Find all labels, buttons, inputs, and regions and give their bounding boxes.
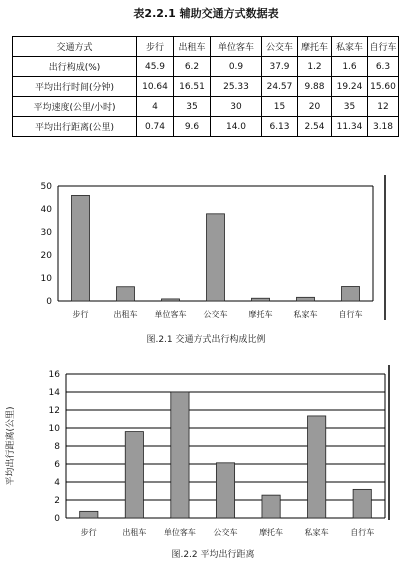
x-tick-label: 摩托车 — [248, 310, 273, 319]
table-cell: 19.24 — [332, 77, 368, 97]
y-tick-label: 50 — [40, 182, 52, 192]
x-tick-label: 单位客车 — [163, 528, 196, 537]
x-tick-label: 自行车 — [338, 310, 363, 319]
y-tick-label: 30 — [40, 228, 52, 238]
table-cell: 15 — [262, 97, 298, 117]
table-cell: 6.13 — [262, 117, 298, 137]
table-cell: 30 — [211, 97, 262, 117]
x-tick-label: 出租车 — [113, 310, 138, 319]
bar — [72, 195, 90, 301]
bar — [162, 299, 180, 301]
x-tick-label: 单位客车 — [154, 310, 187, 319]
table-cell: 6.2 — [174, 57, 211, 77]
table-header-row — [13, 37, 399, 57]
x-tick-label: 自行车 — [350, 528, 375, 537]
table-cell: 14.0 — [211, 117, 262, 137]
y-tick-label: 0 — [54, 514, 60, 524]
bar — [252, 298, 270, 301]
chart-travel-mode-share — [0, 175, 412, 365]
table-cell: 16.51 — [174, 77, 211, 97]
bar — [342, 287, 360, 301]
header-cell: 自行车 — [368, 37, 399, 57]
y-tick-label: 10 — [48, 424, 60, 434]
table-cell: 25.33 — [211, 77, 262, 97]
bar — [207, 214, 225, 301]
row-label: 平均速度(公里/小时) — [13, 97, 137, 117]
header-cell: 单位客车 — [211, 37, 262, 57]
y-tick-label: 40 — [40, 205, 52, 215]
table-cell: 4 — [137, 97, 174, 117]
bar — [297, 297, 315, 301]
bar — [353, 489, 371, 518]
bar — [171, 392, 189, 518]
table-cell: 3.18 — [368, 117, 399, 137]
table-cell: 35 — [332, 97, 368, 117]
header-cell: 步行 — [137, 37, 174, 57]
y-tick-label: 8 — [54, 442, 60, 452]
table-row — [13, 97, 399, 117]
y-tick-label: 10 — [40, 274, 52, 284]
table-cell: 6.3 — [368, 57, 399, 77]
y-tick-label: 4 — [54, 478, 60, 488]
table-cell: 45.9 — [137, 57, 174, 77]
table-cell: 12 — [368, 97, 399, 117]
y-tick-label: 16 — [48, 370, 60, 380]
y-tick-label: 12 — [48, 406, 60, 416]
bar — [262, 495, 280, 518]
header-cell: 公交车 — [262, 37, 298, 57]
x-tick-label: 公交车 — [203, 310, 228, 319]
chart-caption: 图.2.1 交通方式出行构成比例 — [146, 335, 266, 345]
row-label: 平均出行距离(公里) — [13, 117, 137, 137]
x-tick-label: 私家车 — [293, 310, 318, 319]
x-tick-label: 私家车 — [304, 528, 329, 537]
table-row — [13, 57, 399, 77]
y-tick-label: 6 — [54, 460, 60, 470]
table-cell: 20 — [298, 97, 332, 117]
data-table — [12, 36, 399, 137]
table-cell: 1.2 — [298, 57, 332, 77]
header-cell: 私家车 — [332, 37, 368, 57]
bar — [80, 511, 98, 518]
table-cell: 37.9 — [262, 57, 298, 77]
table-cell: 10.64 — [137, 77, 174, 97]
table-cell: 9.6 — [174, 117, 211, 137]
table-cell: 9.88 — [298, 77, 332, 97]
chart-average-travel-distance — [0, 365, 412, 565]
table-cell: 35 — [174, 97, 211, 117]
table-cell: 15.60 — [368, 77, 399, 97]
x-tick-label: 公交车 — [213, 528, 238, 537]
table-cell: 0.74 — [137, 117, 174, 137]
y-tick-label: 2 — [54, 496, 60, 506]
bar — [125, 432, 143, 518]
row-label: 平均出行时间(分钟) — [13, 77, 137, 97]
table-cell: 11.34 — [332, 117, 368, 137]
table-cell: 1.6 — [332, 57, 368, 77]
table-cell: 24.57 — [262, 77, 298, 97]
header-cell: 出租车 — [174, 37, 211, 57]
y-axis-title: 平均出行距离(公里) — [6, 406, 16, 486]
table-title: 表2.2.1 辅助交通方式数据表 — [133, 7, 279, 20]
bar — [308, 416, 326, 518]
x-tick-label: 出租车 — [122, 528, 147, 537]
row-label: 出行构成(%) — [13, 57, 137, 77]
chart-caption: 图.2.2 平均出行距离 — [171, 550, 255, 560]
table-cell: 0.9 — [211, 57, 262, 77]
bar — [216, 463, 234, 518]
x-tick-label: 摩托车 — [259, 528, 284, 537]
x-tick-label: 步行 — [72, 310, 89, 319]
y-tick-label: 0 — [46, 297, 52, 307]
table-row — [13, 117, 399, 137]
table-cell: 2.54 — [298, 117, 332, 137]
y-tick-label: 14 — [48, 388, 60, 398]
bar — [117, 287, 135, 301]
x-tick-label: 步行 — [80, 528, 97, 537]
header-cell: 摩托车 — [298, 37, 332, 57]
y-tick-label: 20 — [40, 251, 52, 261]
table-row — [13, 77, 399, 97]
header-cell: 交通方式 — [13, 37, 137, 57]
